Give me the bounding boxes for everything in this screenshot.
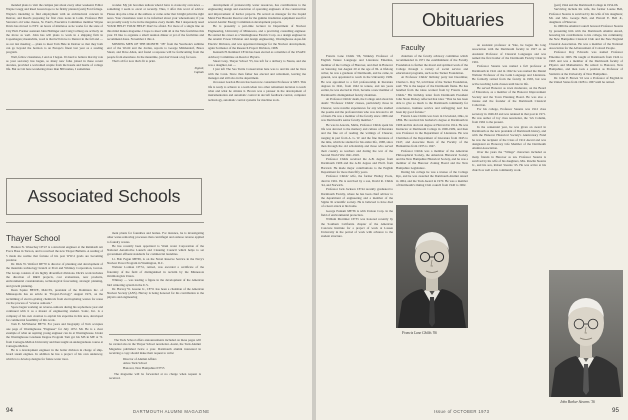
paragraph: Over the years the "Village" characters included as many friends in Hanover as ten. Professor Stearns is survived by his wife of his daughters, Mrs. Rawlin Stearns Jr., and his son, Robert Stearns '45. He was active at his church as well as his community work. bbox=[472, 150, 546, 172]
section-rule-bottom bbox=[6, 222, 204, 223]
paragraph: (part) 1944 and the Dartmouth College in 1954-66. bbox=[554, 3, 619, 7]
thayer-school-heading: Thayer School bbox=[6, 233, 60, 243]
paragraph: development of praiseworthy water resources, has contributions to the engineering design and execution of operating engineers of the construction and improvement of harbor projects. He served as manager for the Liquid Metal Fast Breeder Reactor and for the gamma irradiation equipment used for several Atomic Energy Commission development projects. bbox=[208, 3, 306, 25]
paragraph: At Professor Childs' death, the College said about his death: "Professor Childs' classes, particularly those in Chaucer, were notable experiences for any who studied the poems and the profound man who was devoted to all of them. He was a member of the faculty since 1906 and was Dartmouth's senior faculty member." bbox=[321, 96, 393, 123]
paragraph: In 1966 the Alumni Council honored Professor Stearns by presenting him with the Dartmouth Alumni Award, honoring his contributions to his college, his community, the New Hampshire Classical Club and the New England Classical Association. He was a member of the National Association for the Advancement of Colored People. bbox=[549, 24, 623, 50]
paragraph: The Tuck School offers announcements included on these pages will be carried also in the Thayer School newsletter. Assist, the Tuck Alumni Magazine published twice a year. Dartmouth alumni interested in receiving a copy should make their request to write: bbox=[109, 338, 201, 355]
paragraph: He was in Aracala, Malta, Professor Childs spent his life was devoted to the memory and culture of literature and the fine art of reading the writings of Chaucer, ranging in part from A. G. W. and the fine literature of the time, which he studied for his entire life, 1968, since then through the old scholarship and those who served their country as teachers and during the war of the Second World War 1941-1945. bbox=[321, 122, 393, 157]
paragraph: MISSING MEN OF THE MONTH: "28" from the Yearbook's sublime end of the World and the Jordan, reports to George Middendorf, Bruce Stuart, and Dave Allen, and found a response will be forthcoming from the people from elsewhere. In the meantime, just don't break a leg for teen. bbox=[107, 41, 204, 59]
paragraph: Professor Childs received the A.B. degree from Dartmouth 1906 and the A.M. degree and Ph.D. from Harvard. He made major contributions to the English Department for more than fifty years. bbox=[321, 157, 393, 175]
paragraph: Hudson N. Wazechay CE'47 is a structural engineer at the Reinhardt Air Force Base in Tucson, and is received the new Thayer Bulletin. A reading of 5 made me realize that fortune of his post WW-2 grads are becoming predator. bbox=[6, 245, 103, 262]
paragraph: Dr. Dick W. Weiford DE'70 is director of planning and development of the materials technology branch at Pratt and Whitney Corporation, Groton. The Group consists of six highly diversified divisions. Dick's work includes the direction of R&D projects, cost evaluations, new products, environmental considerations, technological forecasting, strategic planning, and growth planning. bbox=[6, 262, 103, 288]
paragraph: chairman of the faculty advisory committee which recommended in 1971 the establishment of the Faculty Foundation to further the moral and spiritual work of the College through a variety of social service and educational programs, such as the Tucker Foundation. bbox=[396, 54, 468, 76]
paragraph: Surviving include his wife, the former Louise Bell, Professor Stearns is survived by his wife of his daughters; Mr. and Mrs. George Bell, and Harold E. Bell Jr., daughters of Hanover. bbox=[549, 7, 623, 25]
address-block: Director of Alumni Affairs Amos Tuck School Hanover, New Hampshire 03755 bbox=[123, 357, 165, 370]
paragraph: That's all for now that's fit to print. bbox=[112, 58, 156, 63]
obituaries-banner bbox=[392, 3, 534, 37]
faculty-heading: Faculty bbox=[401, 43, 425, 52]
portrait-image bbox=[549, 270, 623, 397]
portrait-photo-stearns bbox=[549, 270, 623, 397]
portrait-photo-childs bbox=[396, 205, 468, 328]
obituaries-title: Obituaries bbox=[421, 9, 505, 30]
paragraph: ment plants for foundries and homes. For instance, he is investigating other water-removing processes than centrifugal and osmose reverse applied to foundry wastes. bbox=[107, 231, 204, 244]
paragraph: Stuart Gray, Thayer School '55, has left for a delivery to Nauru, and she was a daughter, kai — bbox=[208, 58, 306, 68]
paragraph: Dean Squire BEWE, MACSS, president of the Dominion Inc. of Minneapolis has an article in "Project-Ecology" August 1972, on the reclaiming of electro-plating chemicals from electroplating wastes for reuse via the process of "reverse osmosis." bbox=[6, 287, 103, 305]
paragraph: Well, fellow classmates, I end as I began. It's hard to believe that my role as your secretary has begun, so many new folks joined in these recent decades, provided a welcomed respite from the hassle and bustle of college life. But as I sit here wondering more than 800 names, I sometimes bbox=[6, 54, 103, 72]
left-page-number: 94 bbox=[6, 407, 13, 414]
paragraph: Tom E. McWherter BE'70. For years and biography of Tom occupies one page of Westinghouse "Engineer" for July 1972. Mr. He is a clear example of what an aspiring young engineer can do at Westinghouse. Under the Westinghouse Graduate Degree Program Tom got his MS in ME at "0. from Carnegie-Mellon University and then taught an undergraduate course at Carnegie-Mellon. bbox=[6, 322, 103, 348]
paragraph: I just left The Sea Turtle Conservation hate was to and his and he lives with the Conn. Since then father has elected and retirement, leaving me manager and still also in the department. bbox=[208, 67, 306, 81]
paragraph: Dr. Harvey W. Greene Jr., CE'51 has been a chairman of the American Nuclear Society (ANS). Harvey is being honored for his contribution to the physics and engineering bbox=[107, 286, 204, 300]
tuck-news-box bbox=[109, 334, 201, 400]
section-rule-top bbox=[6, 109, 204, 110]
paragraph: The magazine will be forwarded at no charge when request is received. bbox=[109, 372, 201, 381]
paragraph: Professor Jack Jackson CE'44 recently graduated to Dartmouth Faculty, where he has been chief advisor to the department of engineering and a member of the Sigma Xi scientific society. He is believed to have died of a heart attack at his home. bbox=[321, 187, 393, 209]
paragraph: Dr. John P. Brown '16 was a Professor of English in the United States from 1928 to 1967 until he retired. bbox=[549, 76, 623, 85]
paragraph: wonder. My job becomes tedious when I have to create my own news — something I seem to excel at recently. Thus, I offer this word of advice: Please drop me a line at the address or come order that I might print the right news. Your classmates want to be informed about your whereabouts; if you are proudly ready to be in the magazine every month. But I desperately need YOUR HELP! YOUR HELP! Don't be afraid. For more of a single line on this mind makes magazine. I hope to meet with all at the Yale festivities this year. I'd like to organize a small reunion dinner at yet of the festivities and recommend dates. November 2 this 4. bbox=[107, 3, 204, 42]
associated-schools-banner bbox=[6, 178, 202, 215]
associated-schools-title: Associated Schools bbox=[27, 186, 181, 206]
photo-caption-stearns: John Barker Stearns '16 bbox=[560, 400, 595, 404]
paragraph: Whitney — was leading a figure in the development of the American bird wintering system in the U.S. bbox=[107, 278, 204, 287]
left-page bbox=[0, 0, 312, 420]
paragraph: George Putnam ME'36 is with Unison Corp. in the field of environmental protection. bbox=[321, 208, 393, 217]
faculty-column-2 bbox=[396, 54, 468, 194]
paragraph: He is a development engineer in the boiler division in charge of ship-board steam engines. In addition he has a project of his own underway, which is to develop designs for future water treat- bbox=[6, 348, 103, 361]
paragraph: At Professor Childs' birthday party last December, Charles L. Ray '32, told Dean of the Tucker Foundation, said: "He is the keeper of the Dartmouth flame. He has handled from the ideas worked from by Francis Lane Childs." His birthday letter from Dartmouth President John Sloan Dickey reflected that idea: "That he has been able to give so much to the Dartmouth community for conscience, humane service and unflagging zeal has been my good fortune." bbox=[396, 75, 468, 114]
thayer-column-2 bbox=[107, 231, 204, 331]
right-folio: Issue of OCTOBER 1973 bbox=[434, 409, 490, 414]
paragraph: For his college, Professor Stearns was 1912 class secretary in 1946-63 and was retained in that post in 1971. He was author of Joy class newsletter, the '12s Column, from 1962 to the present. bbox=[472, 107, 546, 125]
photo-caption-childs: Francis Lane Childs '06 bbox=[402, 331, 437, 335]
paragraph: an assistant professor at Yale, he began his long association with the Dartmouth faculty in 1927 as an Assistant Professor of Classical Languages and was named the first holder of the Dartmouth Faculty Chair in 1961. bbox=[472, 43, 546, 65]
paragraph: Professor Childs was a member of the American Philosophical Society, the American Historical Society and the New Hampshire Historical Society, and he was a member of the Hanover Zoning Board and the New Hampshire Legislature. bbox=[396, 148, 468, 170]
right-page bbox=[316, 0, 628, 420]
thayer-column-1 bbox=[6, 245, 103, 403]
paragraph: Professor Childs' wife, the former Hadley Poole, died in 1961. He is survived by a son, David R. Childs '44, and Norwich. bbox=[321, 174, 393, 187]
paragraph: Ocoassez Gordon Brown has been now consultant Professor at MIT. This life is ready to achieve to a team when two other retirement decision to teach what and what he obtains it. Brown was a pioneer in the development of instrumentation and automatic control in aircraft feedback control, computer technology, automatic control systems for machine tools. bbox=[208, 80, 306, 102]
right-page-number: 95 bbox=[612, 407, 619, 414]
left-folio: DARTMOUTH ALUMNI MAGAZINE bbox=[133, 409, 210, 414]
paragraph: During his college he was a trustee of the College Rye, and he was awarded the Dartmouth Alumni Award in 1964, and the Tuck Award in 1970. He was a member of Dartmouth's Outing Club council from 1940 to 1962. bbox=[396, 170, 468, 187]
paragraph: He has recently been appointed to Wash water Corporation of the National Automotive Launch and Cleaning Council which helps to set government effluent standards for commercial laundries. bbox=[107, 243, 204, 257]
paragraph: Space began working on reverse-osmosis during his sophomore year and continued with it as a master of engineering student. Sonic, Inc. is a company of his own creation to exploit his expertise in this area, developed for commercial feasibility of this work. bbox=[6, 305, 103, 323]
left-top-column-1 bbox=[6, 3, 103, 106]
paragraph: mended plans to visit the campus just about every other weekend. Editor Wayne Gregg and Reed Green hope to be firmly planted (som) Ford foliage. Wayne's intending to find employment with an architectural concern in Denver, and Reed's preparing for first class notes in Latin. Professor Bill Stevens's old wine cheese, St. Paul's, Executive Committee member Wayne Davis has moved to NYC on hours of mistletoe as he works for the state of City Hall. Former assistant John Hollinger and Craig Colburg are actively on the move as well. John has will plans to work in a shipping firm in Copenhagen; meanwhile, word is that he'll move to Denver in the fall and — as our last meeting — plans to meet Tom Hale in Denver so that they both can go beyond the horizon to an Europe's finest last year as a reading program. bbox=[6, 3, 103, 55]
faculty-column-3 bbox=[472, 43, 546, 293]
paragraph: Professor Roy Edwards was named Professor Emeritus in 1963. He taught at Dartmouth from 1924 to 1963 and was a member of the Dartmouth faculty of Physics and Mathematics. He retired to Hanover, New Hampshire, and then took a position as Professor of Statistics at the University of New Hampshire. bbox=[549, 50, 623, 76]
paragraph: He is presently a part-time lecturer in Department of Nuclear Engineering, University of Minnesota, and a practicing consulting engineer. He started his career as a Westinghouse Electric Corp. as a design engineer in the Atomic Power Division and design engineering, Westinghouse Aqua-fab Electric Division, and was appointed manager for the Nuclear development, again Sormanor of the Research Project Division, 1968. bbox=[208, 24, 306, 50]
paragraph: He served Hanover as town moderator, on the Board of Education, as a member of the Hanover Improvement Society and the Town Planning Board. He was also a trustee and the founder of the Dartmouth Classical Collection. bbox=[472, 85, 546, 108]
left-top-column-3 bbox=[208, 3, 306, 231]
paragraph: Webster Lorman CE'31, retired, was awarded a certificate of the fraternity of the field of distinguished in reclaim by the Minnesota Ornithologists Union. bbox=[107, 265, 204, 278]
paragraph: William Mortimer CE'35 was honored recently by the Southern California chapter of the American Concrete Institute for a project of work at Lassen University in the period of work with advance to the student structure. bbox=[321, 217, 393, 239]
faculty-column-1 bbox=[321, 54, 393, 402]
paragraph: In the centennial year, he was given an award in Dartmouth as the new president of Dartmouth history, and with the Hanover Historical Society's Anniversary Fund he was the recipient of the Class of 1912 Award and was designated an Honorary Life Member of the Dartmouth Alumni Association. bbox=[472, 124, 546, 151]
paragraph: Lt. Bob Fegan ME'69, is on the Naval Reserve Service in the Navy's Nuclear Power Program in Washington, D.C. bbox=[107, 256, 204, 266]
left-top-column-2 bbox=[107, 3, 204, 106]
paragraph: Kenneth H. Reinhard CE'44 has been elected as a member of the USAEC Advisory Committee on Reactor Physics. bbox=[208, 50, 306, 59]
paragraph: Professor Stearns was named a full professor at Dartmouth in 1941 and in 1942 he was named the Daniel Webster Professor of the Latin Language and Literature. He formally retired from the faculty in 1965, but was active teaching Latin classes until late in life. bbox=[472, 64, 546, 86]
signature: Signed, Captain bbox=[193, 66, 204, 75]
faculty-column-4 bbox=[549, 3, 623, 253]
paragraph: Francis Lane Childs '06, Winkley Professor of English Tenure Language and Literature Emeritus, member of the College of Hanover, and died in Hanover on Saturday, last August 20 at the age of 84. A lifelong writer, he was a graduate of Dartmouth, and he came, in general, was appointed to teach in the University 1909. He was appointed to a full professorship in literature degrees in 1941, from 1942 in tenure, and ten years earlier, he was elected in 1941, became a new member of Dartmouth's distinguished faculty chairmen. bbox=[321, 54, 393, 97]
paragraph: Francis Lane Childs was born in Cleveland, Ohio, in 1884. He received his bachelor's degree at Dartmouth in 1906 and his doctoral degree at Harvard in 1914. He was Instructor at Dartmouth College in 1906-1909, and then was Professor in the Department of Literature. He was Chairman of the Department of Literature from 1945 to 1947, and Associate Dean of the Faculty of the Humanities from 1935 to 1947. bbox=[396, 114, 468, 149]
portrait-image bbox=[396, 205, 468, 328]
